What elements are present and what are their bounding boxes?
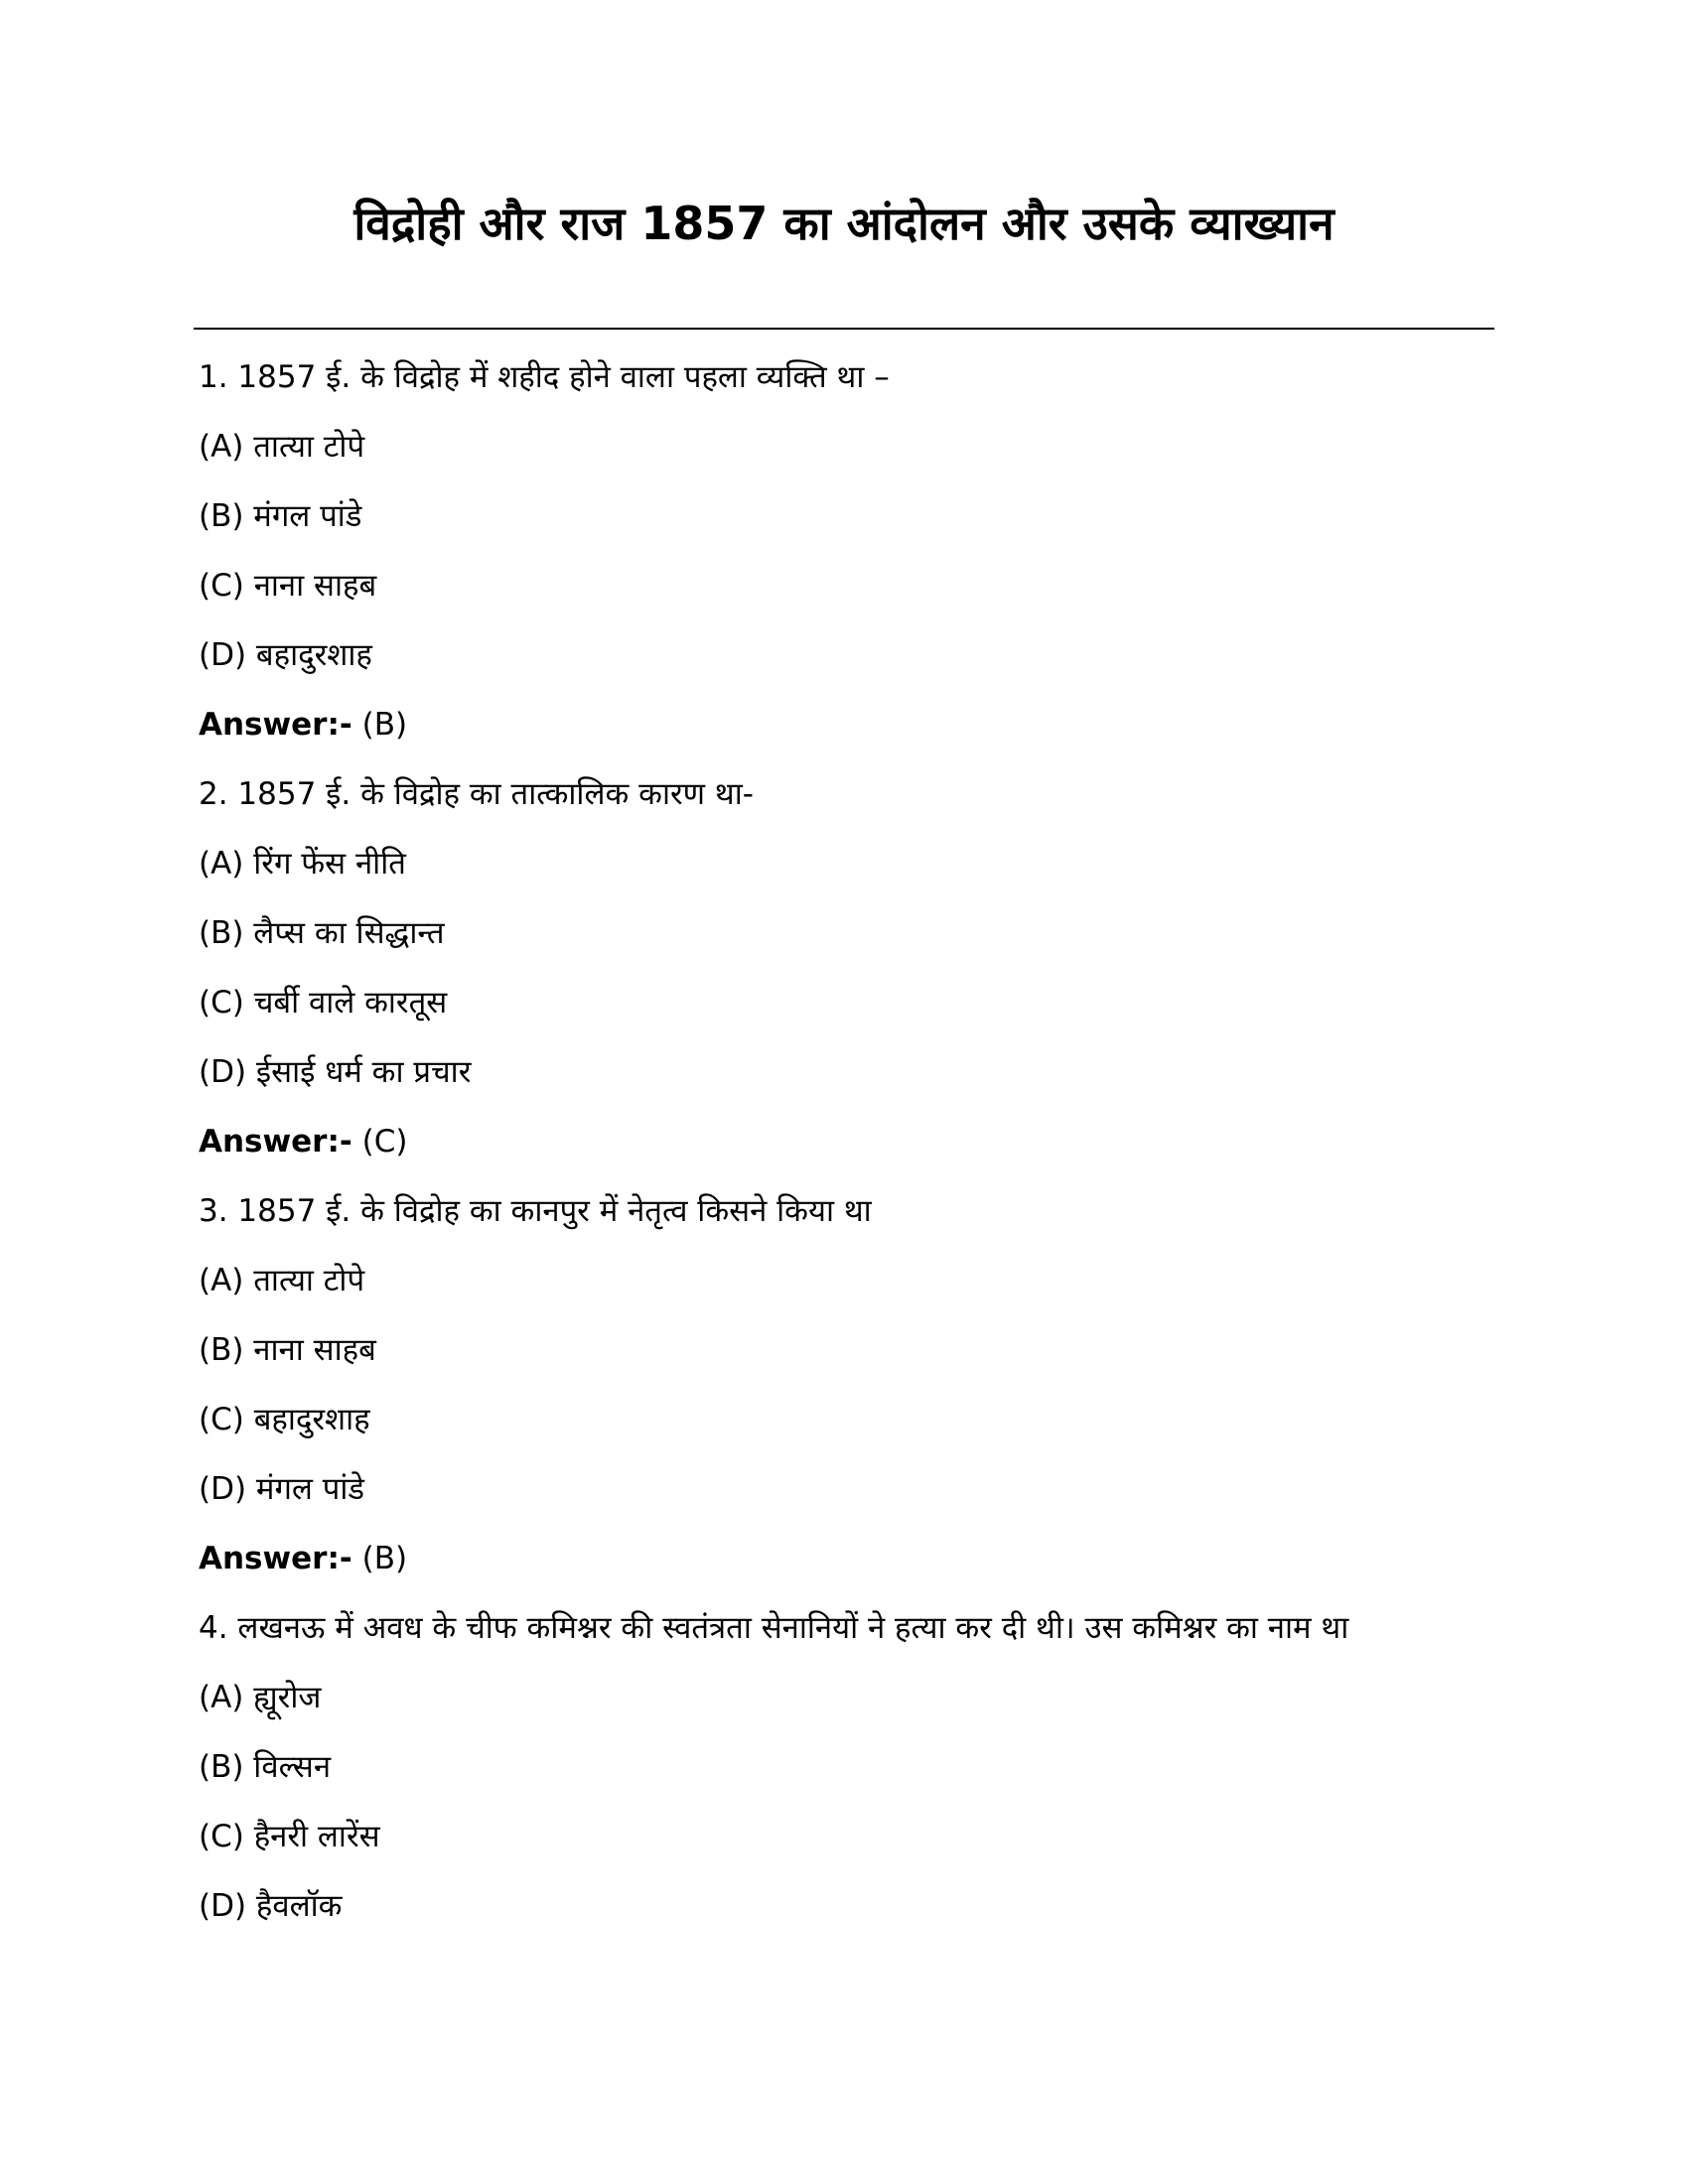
question-2-option-d: (D) ईसाई धर्म का प्रचार: [199, 1054, 472, 1090]
question-1-option-a: (A) तात्या टोपे: [199, 429, 365, 465]
question-4-option-c: (C) हैनरी लारेंस: [199, 1819, 380, 1854]
answer-value: (C): [361, 1124, 408, 1160]
question-2-option-c: (C) चर्बी वाले कारतूस: [199, 985, 448, 1021]
answer-label: Answer:-: [199, 707, 352, 743]
question-3-option-d: (D) मंगल पांडे: [199, 1471, 364, 1507]
question-2-option-a: (A) रिंग फेंस नीति: [199, 846, 406, 882]
page-title: विद्रोही और राज 1857 का आंदोलन और उसके व्याख्यान: [353, 197, 1335, 250]
question-3-option-a: (A) तात्या टोपे: [199, 1263, 365, 1298]
question-1-option-d: (D) बहादुरशाह: [199, 637, 372, 673]
answer-label: Answer:-: [199, 1124, 352, 1160]
question-1-text: 1. 1857 ई. के विद्रोह में शहीद होने वाला पहला व्यक्ति था –: [199, 359, 890, 395]
answer-value: (B): [361, 1541, 408, 1576]
question-2-text: 2. 1857 ई. के विद्रोह का तात्कालिक कारण था-: [199, 776, 754, 812]
question-4-text: 4. लखनऊ में अवध के चीफ कमिश्नर की स्वतंत्रता सेनानियों ने हत्या कर दी थी। उस कमिश्नर का नाम था: [199, 1610, 1349, 1646]
question-2-answer: [199, 1107, 1509, 1176]
question-list: [199, 342, 1509, 1941]
question-1-answer: [199, 690, 1509, 759]
question-3-text: 3. 1857 ई. के विद्रोह का कानपुर में नेतृत्व किसने किया था: [199, 1193, 872, 1229]
title-divider: [194, 328, 1494, 330]
question-4-option-a: (A) ह्यूरोज: [199, 1680, 322, 1715]
question-3-option-b: (B) नाना साहब: [199, 1332, 376, 1368]
answer-value: (B): [361, 707, 408, 743]
question-4-option-d: (D) हैवलॉक: [199, 1888, 343, 1924]
question-4-option-b: (B) विल्सन: [199, 1749, 332, 1785]
answer-label: Answer:-: [199, 1541, 352, 1576]
question-1-option-c: (C) नाना साहब: [199, 568, 377, 604]
question-3-option-c: (C) बहादुरशाह: [199, 1402, 370, 1437]
question-2-option-b: (B) लैप्स का सिद्धान्त: [199, 915, 445, 951]
question-3-answer: [199, 1524, 1509, 1593]
question-1-option-b: (B) मंगल पांडे: [199, 498, 362, 534]
